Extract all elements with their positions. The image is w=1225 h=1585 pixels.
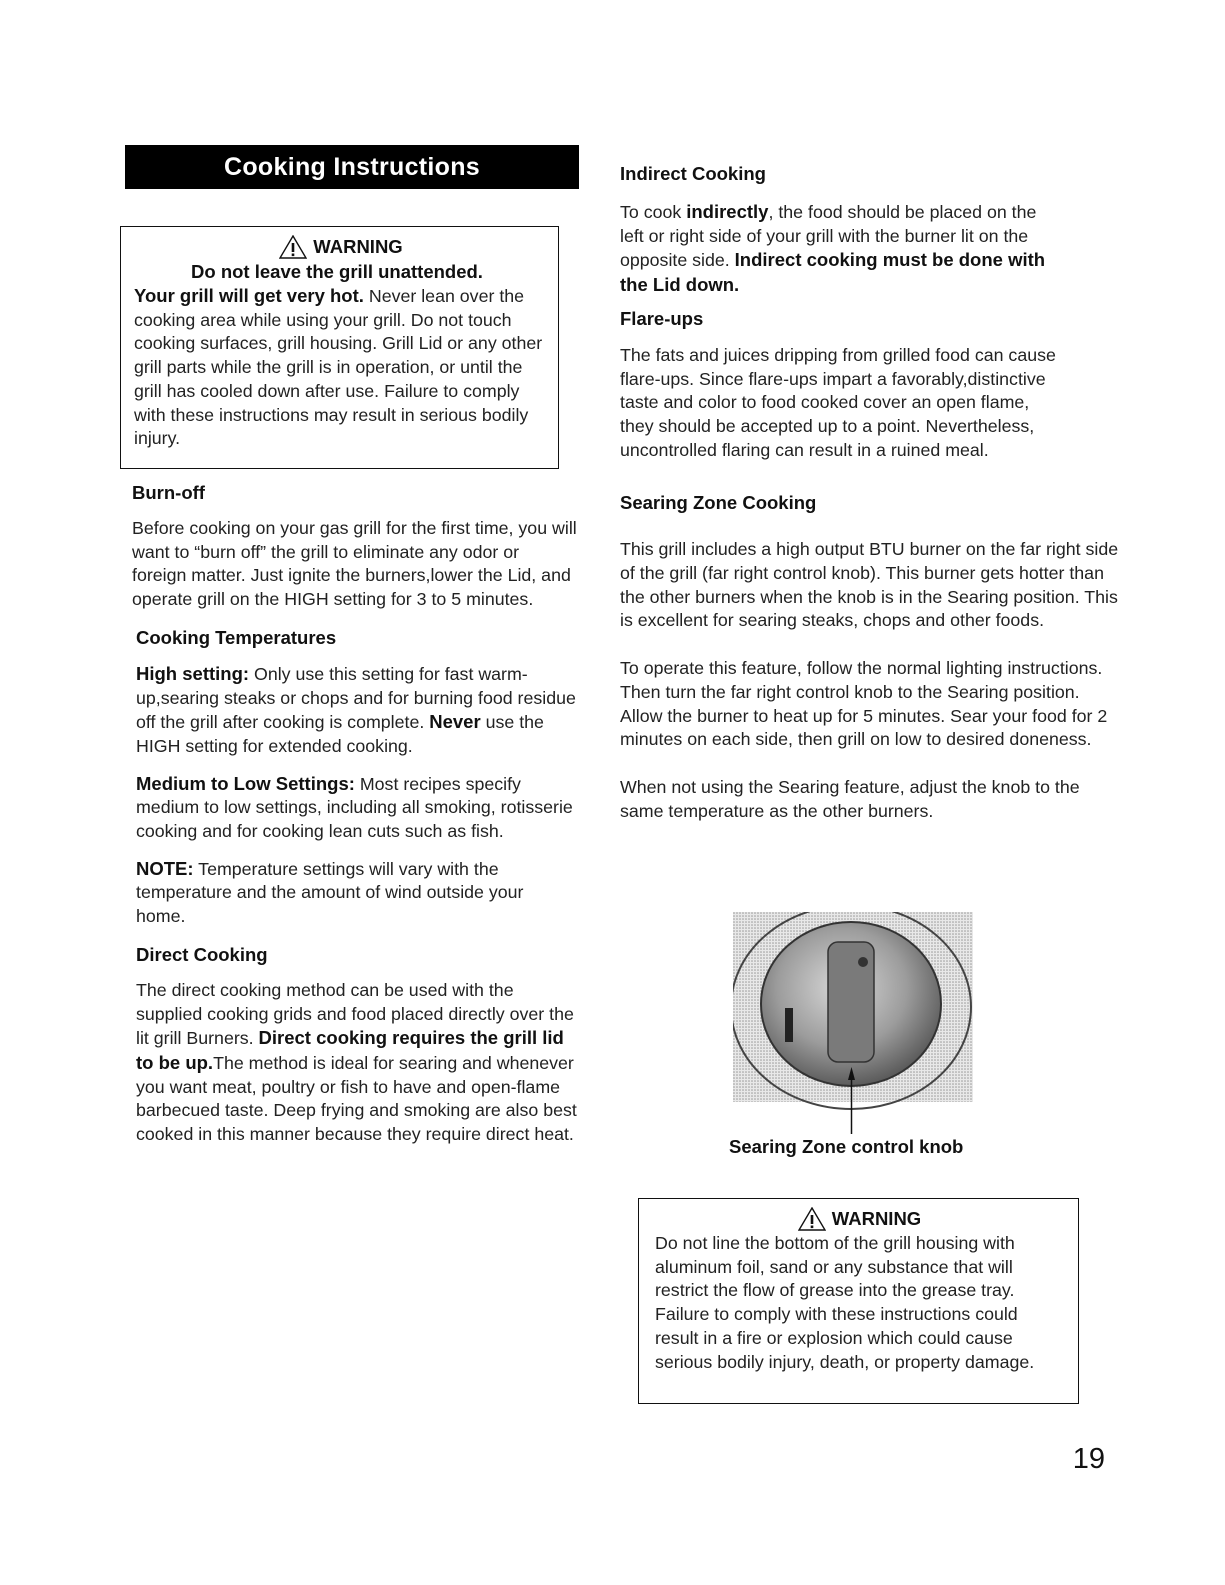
right-column bbox=[620, 163, 1120, 823]
warning-body bbox=[134, 284, 548, 451]
indirect-heading: Indirect Cooking bbox=[620, 163, 766, 184]
medlow-text bbox=[136, 772, 577, 844]
medlow-label: Medium to Low Settings: bbox=[136, 772, 355, 794]
warning2-header bbox=[655, 1207, 1064, 1231]
searing-p2: To operate this feature, follow the normal lighting instructions. Then turn the far right control knob to the Searing position. Allow the burner to heat up for 5 minutes. Sear your food for 2 minutes on each side, then grill on low to desired doneness. bbox=[620, 658, 1108, 750]
knob-photo-icon bbox=[733, 912, 975, 1140]
warning-triangle-icon bbox=[798, 1207, 826, 1231]
indirect-text2: , the food should be placed on the left or right side of your grill with the burner lit on the opposite side. bbox=[620, 202, 1037, 271]
flareups-text: The fats and juices dripping from grilled food can cause flare-ups. Since flare-ups impart a favorably,distinctive taste and color to food cooked cover an open flame, they should be accepted up to a point. Nevertheless, uncontrolled flaring can result in a ruined meal. bbox=[620, 344, 1056, 460]
high-setting-text bbox=[136, 662, 577, 759]
warning-header bbox=[134, 235, 548, 259]
never-label: Never bbox=[429, 711, 481, 733]
direct-bold: Direct cooking requires the grill lid to be up. bbox=[136, 1027, 564, 1073]
high-setting-desc: Only use this setting for fast warm-up,searing steaks or chops and for burning food residue off the grill after cooking is complete. bbox=[136, 663, 576, 733]
knob-caption: Searing Zone control knob bbox=[729, 1136, 964, 1157]
searing-knob-image bbox=[733, 912, 975, 1140]
warning-bold: Your grill will get very hot. bbox=[134, 285, 364, 306]
temps-heading: Cooking Temperatures bbox=[136, 626, 337, 648]
warning-box-foil bbox=[638, 1198, 1079, 1404]
indirect-text1: To cook bbox=[620, 202, 687, 222]
page-title bbox=[125, 145, 579, 189]
warning2-text: Do not line the bottom of the grill housing with aluminum foil, sand or any substance that will restrict the flow of grease into the grease tray. Failure to comply with these instructions could result in a fire or explosion which could cause serious bodily injury, death, or property damage. bbox=[655, 1233, 1035, 1372]
burnoff-text: Before cooking on your gas grill for the first time, you will want to “burn off” the grill to eliminate any odor or foreign matter. Just ignite the burners,lower the Lid, and operate grill on the HIGH setting for 3 to 5 minutes. bbox=[132, 518, 577, 610]
warning2-label: WARNING bbox=[831, 1208, 922, 1229]
searing-p3: When not using the Searing feature, adjust the knob to the same temperature as the other burners. bbox=[620, 776, 1080, 821]
indirect-text bbox=[620, 200, 1055, 298]
medlow-desc: Most recipes specify medium to low settings, including all smoking, rotisserie cooking and for cooking lean cuts such as fish. bbox=[136, 773, 573, 842]
indirect-bold2: Indirect cooking must be done with the Lid down. bbox=[620, 249, 1046, 296]
page-number: 19 bbox=[1072, 1443, 1105, 1475]
indirect-bold1: indirectly bbox=[686, 201, 769, 222]
burnoff-heading: Burn-off bbox=[132, 482, 205, 503]
searing-p1: This grill includes a high output BTU burner on the far right side of the grill (far right control knob). This burner gets hotter than the other burners when the knob is in the Searing position. This is excellent for searing steaks, chops and other foods. bbox=[620, 539, 1119, 631]
note-label: NOTE: bbox=[136, 857, 194, 879]
high-setting-label: High setting: bbox=[136, 662, 250, 684]
note-text bbox=[136, 857, 577, 929]
flareups-heading: Flare-ups bbox=[620, 307, 704, 329]
never-desc: use the HIGH setting for extended cooking. bbox=[136, 712, 544, 756]
warning-box-unattended bbox=[120, 226, 559, 469]
warning-line1: Do not leave the grill unattended. bbox=[191, 261, 483, 282]
page-title-text: Cooking Instructions bbox=[224, 152, 480, 181]
direct-text2: The method is ideal for searing and whenever you want meat, poultry or fish to have and open-flame barbecued taste. Deep frying and smoking are also best cooked in this manner because they require direct heat. bbox=[136, 1052, 577, 1145]
direct-text bbox=[136, 979, 577, 1147]
warning-label: WARNING bbox=[313, 236, 403, 257]
direct-text1: The direct cooking method can be used with the supplied cooking grids and food placed directly over the lit grill Burners. bbox=[136, 979, 574, 1049]
warning-rest: Never lean over the cooking area while using your grill. Do not touch cooking surfaces, grill housing. Grill Lid or any other grill parts while the grill is in operation, or until the grill has cooled down after use. Failure to comply with these instructions may result in serious bodily injury. bbox=[134, 286, 543, 449]
note-desc: Temperature settings will vary with the temperature and the amount of wind outside your home. bbox=[136, 858, 524, 927]
searing-heading: Searing Zone Cooking bbox=[620, 492, 817, 514]
direct-heading: Direct Cooking bbox=[136, 943, 268, 965]
warning-triangle-icon bbox=[279, 235, 307, 259]
left-column bbox=[132, 482, 577, 1147]
